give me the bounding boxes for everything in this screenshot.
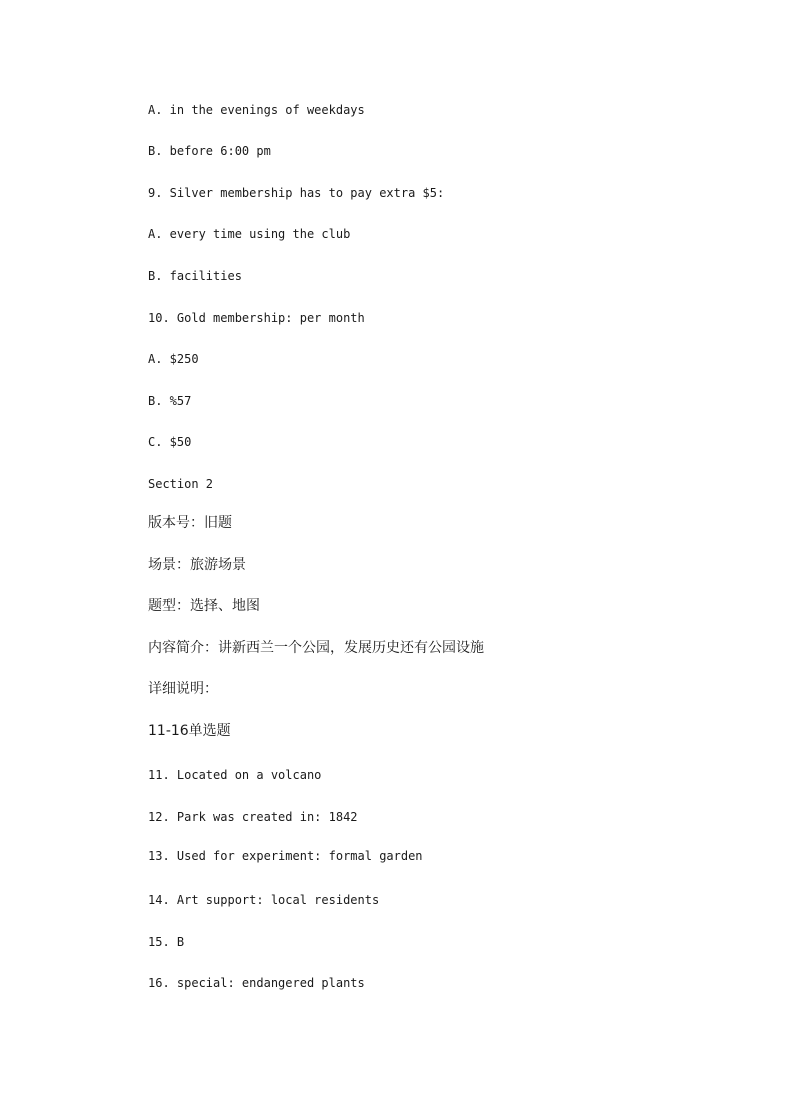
option-b-facilities: B. facilities [148,269,242,283]
option-c-50: C. $50 [148,435,192,449]
option-a-250: A. $250 [148,352,199,366]
section-heading: Section 2 [148,477,214,491]
option-b-57: B. %57 [148,394,192,408]
option-a-evenings: A. in the evenings of weekdays [148,103,365,117]
question-10: 10. Gold membership: per month [148,311,365,325]
single-choice-range: 11-16单选题 [148,723,231,739]
question-12: 12. Park was created in: 1842 [148,810,358,824]
question-type-line: 题型：选择、地图 [148,598,260,614]
question-11: 11. Located on a volcano [148,768,322,782]
question-15: 15. B [148,935,185,949]
question-9: 9. Silver membership has to pay extra $5: [148,186,445,200]
question-13: 13. Used for experiment: formal garden [148,849,423,863]
version-line: 版本号：旧题 [148,515,232,531]
question-16: 16. special: endangered plants [148,976,365,990]
scene-line: 场景：旅游场景 [148,557,246,573]
summary-line: 内容简介：讲新西兰一个公园，发展历史还有公园设施 [148,640,484,656]
option-a-every-time: A. every time using the club [148,227,351,241]
question-14: 14. Art support: local residents [148,893,380,907]
details-label: 详细说明： [148,681,218,697]
option-b-before-six: B. before 6:00 pm [148,144,271,158]
